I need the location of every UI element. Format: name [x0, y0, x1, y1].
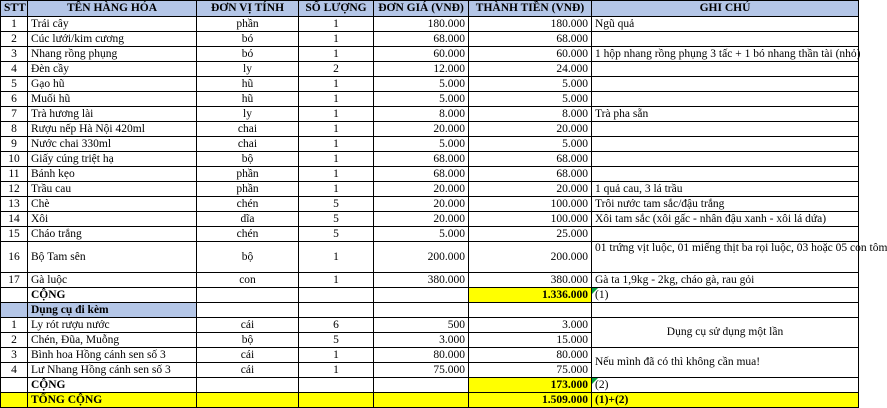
item-unit[interactable]: con	[197, 273, 299, 288]
item-name[interactable]: Chè	[28, 197, 197, 212]
item-total[interactable]: 24.000	[469, 62, 592, 77]
item-note[interactable]	[592, 62, 859, 77]
item-note[interactable]	[592, 152, 859, 167]
item-unit[interactable]: bộ	[197, 242, 299, 273]
comment-flag-icon	[592, 378, 598, 384]
item-note[interactable]	[592, 92, 859, 107]
comment-flag-icon	[592, 288, 598, 294]
item-name[interactable]: Trái cây	[28, 17, 197, 32]
item-price[interactable]: 5.000	[374, 227, 469, 242]
item-total[interactable]: 100.000	[469, 197, 592, 212]
item-stt[interactable]: 3	[1, 47, 28, 62]
item-total[interactable]: 5.000	[469, 77, 592, 92]
table-row	[1, 32, 859, 47]
item-name[interactable]: Đèn cầy	[28, 62, 197, 77]
tool-price[interactable]: 80.000	[374, 348, 469, 363]
subtotal-row-1	[1, 288, 859, 303]
subtotal-1-empty-cell[interactable]	[374, 288, 469, 303]
item-stt[interactable]: 17	[1, 273, 28, 288]
table-row	[1, 47, 859, 62]
item-total[interactable]: 5.000	[469, 92, 592, 107]
item-total[interactable]: 180.000	[469, 17, 592, 32]
item-note[interactable]	[592, 167, 859, 182]
table-row	[1, 197, 859, 212]
item-stt[interactable]: 4	[1, 62, 28, 77]
col-header-stt[interactable]: STT	[1, 1, 28, 17]
item-stt[interactable]: 1	[1, 17, 28, 32]
item-name[interactable]: Xôi	[28, 212, 197, 227]
item-stt[interactable]: 12	[1, 182, 28, 197]
col-header-qty[interactable]: SỐ LƯỢNG	[299, 1, 374, 17]
item-stt[interactable]: 14	[1, 212, 28, 227]
section-2-stt-cell[interactable]	[1, 303, 28, 318]
table-row	[1, 182, 859, 197]
item-price[interactable]: 380.000	[374, 273, 469, 288]
item-price[interactable]: 200.000	[374, 242, 469, 273]
item-note[interactable]	[592, 227, 859, 242]
subtotal-1-value[interactable]: 1.336.000	[469, 288, 592, 303]
item-total[interactable]: 68.000	[469, 32, 592, 47]
item-unit[interactable]: hũ	[197, 92, 299, 107]
item-stt[interactable]: 8	[1, 122, 28, 137]
subtotal-1-stt-cell[interactable]	[1, 288, 28, 303]
col-header-unit[interactable]: ĐƠN VỊ TÍNH	[197, 1, 299, 17]
item-price[interactable]: 20.000	[374, 182, 469, 197]
item-unit[interactable]: chén	[197, 197, 299, 212]
item-note[interactable]: Xôi tam sắc (xôi gấc - nhân đậu xanh - xôi lá dứa)	[592, 212, 859, 227]
item-qty[interactable]: 5	[299, 212, 374, 227]
subtotal-2-label[interactable]: CỘNG	[28, 378, 197, 393]
grand-total-row	[1, 393, 859, 408]
item-total[interactable]: 200.000	[469, 242, 592, 273]
subtotal-2-empty-cell[interactable]	[197, 378, 299, 393]
item-total[interactable]: 20.000	[469, 182, 592, 197]
grand-total-value[interactable]: 1.509.000	[469, 393, 592, 408]
tool-stt[interactable]: 2	[1, 333, 28, 348]
tool-unit[interactable]: cái	[197, 348, 299, 363]
tools-note-b[interactable]: Nếu mình đã có thì không cần mua!	[592, 348, 859, 378]
item-price[interactable]: 180.000	[374, 17, 469, 32]
section-2-empty-cell[interactable]	[469, 303, 592, 318]
item-note[interactable]: 1 hộp nhang rồng phụng 3 tấc + 1 bó nhang thần tài (nhỏ)	[592, 47, 859, 62]
subtotal-2-empty-cell[interactable]	[299, 378, 374, 393]
section-2-title-row	[1, 303, 859, 318]
subtotal-2-note: (2)	[595, 378, 609, 391]
table-row	[1, 227, 859, 242]
item-stt[interactable]: 11	[1, 167, 28, 182]
item-unit[interactable]: phần	[197, 182, 299, 197]
item-unit[interactable]: chai	[197, 122, 299, 137]
item-stt[interactable]: 2	[1, 32, 28, 47]
grand-total-empty-cell[interactable]	[374, 393, 469, 408]
item-stt[interactable]: 7	[1, 107, 28, 122]
item-stt[interactable]: 9	[1, 137, 28, 152]
table-row	[1, 62, 859, 77]
tool-row	[1, 348, 859, 363]
subtotal-2-value[interactable]: 173.000	[469, 378, 592, 393]
tool-name[interactable]: Bình hoa Hồng cánh sen số 3	[28, 348, 197, 363]
subtotal-1-note-cell[interactable]	[592, 288, 859, 303]
item-qty[interactable]: 5	[299, 197, 374, 212]
item-name[interactable]: Cúc lưới/kim cương	[28, 32, 197, 47]
items-body	[1, 17, 887, 288]
item-total[interactable]: 380.000	[469, 273, 592, 288]
item-total[interactable]: 25.000	[469, 227, 592, 242]
grand-total-empty-cell[interactable]	[299, 393, 374, 408]
item-price[interactable]: 20.000	[374, 212, 469, 227]
item-name[interactable]: Gà luộc	[28, 273, 197, 288]
item-unit[interactable]: dĩa	[197, 212, 299, 227]
item-total[interactable]: 68.000	[469, 167, 592, 182]
item-stt[interactable]: 13	[1, 197, 28, 212]
tool-total[interactable]: 75.000	[469, 363, 592, 378]
tools-note-a[interactable]: Dụng cụ sử dụng một lần	[592, 318, 859, 348]
item-name[interactable]: Rượu nếp Hà Nội 420ml	[28, 122, 197, 137]
item-price[interactable]: 68.000	[374, 167, 469, 182]
item-qty[interactable]: 1	[299, 137, 374, 152]
tool-price[interactable]: 3.000	[374, 333, 469, 348]
section-2-empty-cell[interactable]	[592, 303, 859, 318]
table-row	[1, 137, 859, 152]
item-qty[interactable]: 1	[299, 182, 374, 197]
item-stt[interactable]: 5	[1, 77, 28, 92]
item-qty[interactable]: 1	[299, 107, 374, 122]
item-total[interactable]: 8.000	[469, 107, 592, 122]
tool-stt[interactable]: 4	[1, 363, 28, 378]
item-qty[interactable]: 1	[299, 32, 374, 47]
item-qty[interactable]: 1	[299, 242, 374, 273]
col-header-note[interactable]: GHI CHÚ	[592, 1, 859, 17]
table-row	[1, 167, 859, 182]
item-price[interactable]: 60.000	[374, 47, 469, 62]
item-note[interactable]: Trôi nước tam sắc/đậu trắng	[592, 197, 859, 212]
item-qty[interactable]: 1	[299, 92, 374, 107]
table-row	[1, 152, 859, 167]
tool-row	[1, 318, 859, 333]
item-name[interactable]: Nhang rồng phụng	[28, 47, 197, 62]
item-price[interactable]: 12.000	[374, 62, 469, 77]
item-unit[interactable]: chai	[197, 137, 299, 152]
item-unit[interactable]: bộ	[197, 152, 299, 167]
grand-total-label[interactable]: TỔNG CỘNG	[28, 393, 197, 408]
grand-total-stt-cell[interactable]	[1, 393, 28, 408]
item-total[interactable]: 100.000	[469, 212, 592, 227]
item-stt[interactable]: 16	[1, 242, 28, 273]
tool-qty[interactable]: 6	[299, 318, 374, 333]
item-unit[interactable]: bó	[197, 32, 299, 47]
item-name[interactable]: Cháo trắng	[28, 227, 197, 242]
tool-price[interactable]: 75.000	[374, 363, 469, 378]
tool-total[interactable]: 3.000	[469, 318, 592, 333]
subtotal-2-empty-cell[interactable]	[374, 378, 469, 393]
table-row	[1, 17, 859, 32]
item-note[interactable]: 01 trứng vịt luộc, 01 miếng thịt ba rọi luộc, 03 hoặc 05 con tôm	[592, 242, 859, 273]
subtotal-1-empty-cell[interactable]	[299, 288, 374, 303]
item-name[interactable]: Bánh kẹo	[28, 167, 197, 182]
item-unit[interactable]: bó	[197, 47, 299, 62]
subtotal-1-note: (1)	[595, 288, 609, 301]
item-qty[interactable]: 1	[299, 152, 374, 167]
tool-total[interactable]: 80.000	[469, 348, 592, 363]
tool-qty[interactable]: 5	[299, 333, 374, 348]
item-note[interactable]: Gà ta 1,9kg - 2kg, cháo gà, rau gỏi	[592, 273, 859, 288]
tool-unit[interactable]: cái	[197, 363, 299, 378]
item-price[interactable]: 5.000	[374, 77, 469, 92]
item-name[interactable]: Bộ Tam sên	[28, 242, 197, 273]
item-name[interactable]: Nước chai 330ml	[28, 137, 197, 152]
item-price[interactable]: 20.000	[374, 197, 469, 212]
item-note[interactable]	[592, 137, 859, 152]
subtotal-1-label[interactable]: CỘNG	[28, 288, 197, 303]
item-stt[interactable]: 6	[1, 92, 28, 107]
tool-qty[interactable]: 1	[299, 363, 374, 378]
item-unit[interactable]: ly	[197, 62, 299, 77]
item-unit[interactable]: ly	[197, 107, 299, 122]
item-name[interactable]: Giấy cúng triệt hạ	[28, 152, 197, 167]
item-unit[interactable]: chén	[197, 227, 299, 242]
item-stt[interactable]: 15	[1, 227, 28, 242]
section-2-empty-cell[interactable]	[374, 303, 469, 318]
col-header-name[interactable]: TÊN HÀNG HÓA	[28, 1, 197, 17]
table-row	[1, 273, 859, 288]
tool-unit[interactable]: cái	[197, 318, 299, 333]
subtotal-2-stt-cell[interactable]	[1, 378, 28, 393]
table-row	[1, 242, 859, 273]
tool-name[interactable]: Lư Nhang Hồng cánh sen số 3	[28, 363, 197, 378]
item-qty[interactable]: 1	[299, 17, 374, 32]
table-row	[1, 92, 859, 107]
table-row	[1, 212, 859, 227]
item-note[interactable]	[592, 122, 859, 137]
item-total[interactable]: 60.000	[469, 47, 592, 62]
tool-qty[interactable]: 1	[299, 348, 374, 363]
section-2-title[interactable]: Dụng cụ đi kèm	[28, 303, 197, 318]
item-note[interactable]: Trà pha sẵn	[592, 107, 859, 122]
item-total[interactable]: 20.000	[469, 122, 592, 137]
item-name[interactable]: Trầu cau	[28, 182, 197, 197]
col-header-price[interactable]: ĐƠN GIÁ (VNĐ)	[374, 1, 469, 17]
item-stt[interactable]: 10	[1, 152, 28, 167]
item-qty[interactable]: 5	[299, 227, 374, 242]
item-total[interactable]: 5.000	[469, 137, 592, 152]
header-row	[1, 1, 859, 17]
tool-name[interactable]: Ly rót rượu nước	[28, 318, 197, 333]
item-price[interactable]: 68.000	[374, 152, 469, 167]
item-price[interactable]: 20.000	[374, 122, 469, 137]
totals-and-tools	[1, 288, 859, 408]
item-name[interactable]: Muối hũ	[28, 92, 197, 107]
section-2-empty-cell[interactable]	[197, 303, 299, 318]
section-2-empty-cell[interactable]	[299, 303, 374, 318]
col-header-total[interactable]: THÀNH TIỀN (VNĐ)	[469, 1, 592, 17]
tool-total[interactable]: 15.000	[469, 333, 592, 348]
grand-total-note[interactable]: (1)+(2)	[592, 393, 859, 408]
item-name[interactable]: Trà hương lài	[28, 107, 197, 122]
grand-total-empty-cell[interactable]	[197, 393, 299, 408]
item-price[interactable]: 5.000	[374, 137, 469, 152]
item-name[interactable]: Gạo hũ	[28, 77, 197, 92]
item-note[interactable]	[592, 77, 859, 92]
item-note[interactable]: 1 quả cau, 3 lá trầu	[592, 182, 859, 197]
subtotal-1-empty-cell[interactable]	[197, 288, 299, 303]
item-note[interactable]: Ngũ quả	[592, 17, 859, 32]
tool-stt[interactable]: 3	[1, 348, 28, 363]
item-note[interactable]	[592, 32, 859, 47]
tool-stt[interactable]: 1	[1, 318, 28, 333]
item-qty[interactable]: 2	[299, 62, 374, 77]
item-qty[interactable]: 1	[299, 77, 374, 92]
item-unit[interactable]: phần	[197, 167, 299, 182]
item-unit[interactable]: phần	[197, 17, 299, 32]
subtotal-2-note-cell[interactable]	[592, 378, 859, 393]
item-price[interactable]: 68.000	[374, 32, 469, 47]
item-qty[interactable]: 1	[299, 273, 374, 288]
item-qty[interactable]: 1	[299, 167, 374, 182]
item-unit[interactable]: hũ	[197, 77, 299, 92]
table-row	[1, 77, 859, 92]
item-total[interactable]: 68.000	[469, 152, 592, 167]
tool-price[interactable]: 500	[374, 318, 469, 333]
item-price[interactable]: 5.000	[374, 92, 469, 107]
item-qty[interactable]: 1	[299, 122, 374, 137]
item-price[interactable]: 8.000	[374, 107, 469, 122]
subtotal-row-2	[1, 378, 859, 393]
table-row	[1, 122, 859, 137]
tool-name[interactable]: Chén, Đũa, Muỗng	[28, 333, 197, 348]
table-row	[1, 107, 859, 122]
item-qty[interactable]: 1	[299, 47, 374, 62]
tool-unit[interactable]: bộ	[197, 333, 299, 348]
